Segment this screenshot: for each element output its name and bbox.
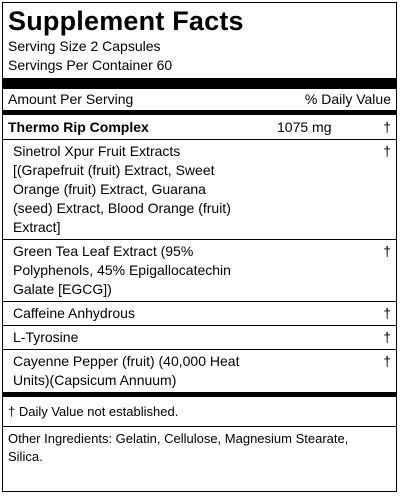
ingredient-dv: † [383,305,391,321]
ingredient-list [8,139,391,392]
ingredient-line: Extract] [13,219,61,235]
ingredient-dv: † [383,353,391,369]
other-ingredients-line: Other Ingredients: Gelatin, Cellulose, Magnesium Stearate, [8,431,349,446]
column-header-row [8,89,391,110]
ingredient-name [13,242,298,299]
other-ingredients-line: Silica. [8,449,43,464]
ingredient-name [13,352,298,390]
ingredient-dv: † [383,243,391,259]
ingredient-row [3,139,396,239]
servings-per-container: Servings Per Container 60 [8,57,173,73]
ingredient-row [3,301,396,325]
ingredient-line: Caffeine Anhydrous [13,305,135,321]
ingredient-name [13,304,298,323]
ingredient-row [3,239,396,301]
ingredient-name [13,142,298,237]
ingredient-row [3,325,396,349]
ingredient-line: Units)(Capsicum Annuum) [13,372,177,388]
ingredient-line: [(Grapefruit (fruit) Extract, Sweet [13,162,215,178]
ingredient-line: Cayenne Pepper (fruit) (40,000 Heat [13,353,240,369]
ingredient-name [13,328,298,347]
panel-title: Supplement Facts [8,6,244,36]
serving-size: Serving Size 2 Capsules [8,38,161,54]
complex-row [8,115,391,139]
complex-name: Thermo Rip Complex [8,119,149,135]
ingredient-dv: † [383,143,391,159]
ingredient-line: Sinetrol Xpur Fruit Extracts [13,143,181,159]
ingredient-line: Polyphenols, 45% Epigallocatechin [13,262,231,278]
ingredient-line: Galate [EGCG]) [13,281,112,297]
ingredient-line: Orange (fruit) Extract, Guarana [13,181,206,197]
ingredient-line: L-Tyrosine [13,329,79,345]
ingredient-row [3,349,396,392]
thick-divider [3,78,396,89]
supplement-facts-panel [2,2,397,492]
other-ingredients [8,427,391,466]
amount-per-serving-header: Amount Per Serving [8,91,134,107]
complex-dv: † [383,119,391,135]
daily-value-footnote: † Daily Value not established. [8,404,179,419]
ingredient-line: (seed) Extract, Blood Orange (fruit) [13,200,231,216]
ingredient-line: Green Tea Leaf Extract (95% [13,243,194,259]
ingredient-dv: † [383,329,391,345]
daily-value-header: % Daily Value [304,91,391,107]
complex-amount: 1075 mg [277,119,332,135]
